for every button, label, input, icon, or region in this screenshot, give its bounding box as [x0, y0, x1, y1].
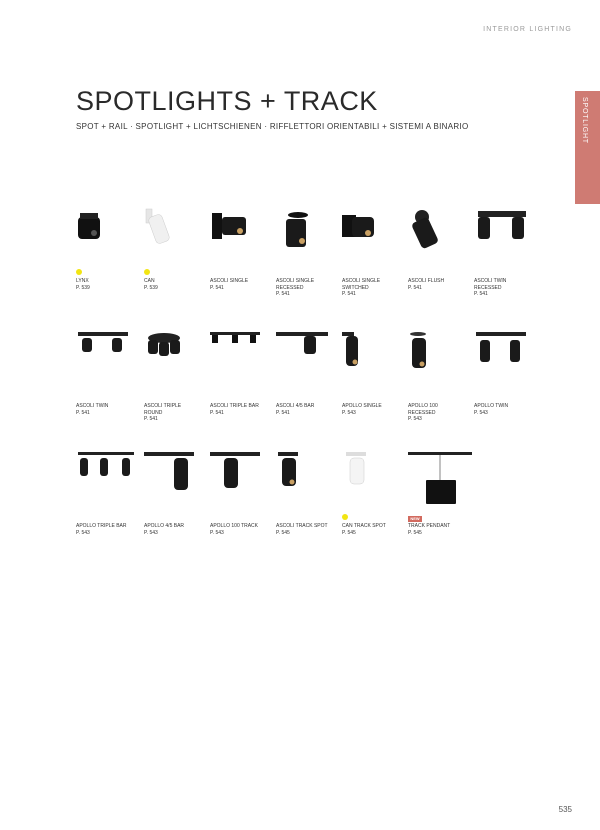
product-image: [144, 205, 208, 265]
product-page: P. 545: [276, 530, 290, 536]
product-page: P. 541: [210, 410, 224, 416]
product-name: ASCOLI FLUSH: [408, 278, 445, 284]
product-image: [408, 450, 472, 510]
product-name: APOLLO SINGLE: [342, 403, 382, 409]
section-tab-label: SPOTLIGHT: [581, 97, 588, 144]
product-page: P. 541: [408, 285, 422, 291]
product-page: P. 541: [210, 285, 224, 291]
product-name: APOLLO 100 RECESSED: [408, 403, 438, 416]
product-image: [210, 330, 274, 390]
product-name: APOLLO TWIN: [474, 403, 509, 409]
product-page: P. 541: [144, 416, 158, 422]
product-name: ASCOLI TWIN: [76, 403, 109, 409]
product-name: TRACK PENDANT: [408, 523, 451, 529]
product-page: P. 541: [276, 291, 290, 297]
section-tab[interactable]: [575, 91, 600, 204]
availability-dot: [76, 269, 82, 275]
product-image: [342, 330, 406, 390]
new-badge: NEW: [408, 516, 422, 522]
product-image: [144, 330, 208, 390]
product-name: ASCOLI 4/5 BAR: [276, 403, 315, 409]
product-image: [210, 205, 274, 265]
product-image: [276, 205, 340, 265]
product-page: P. 543: [342, 410, 356, 416]
product-page: P. 543: [474, 410, 488, 416]
product-page: P. 541: [76, 410, 90, 416]
product-name: CAN TRACK SPOT: [342, 523, 386, 529]
product-page: P. 539: [144, 285, 158, 291]
product-image: [144, 450, 208, 510]
section-label: INTERIOR LIGHTING: [483, 26, 572, 33]
product-image: [76, 450, 140, 510]
product-name: APOLLO 100 TRACK: [210, 523, 258, 529]
availability-dot: [144, 269, 150, 275]
product-image: [408, 330, 472, 390]
product-name: ASCOLI SINGLE SWITCHED: [342, 278, 381, 291]
product-name: CAN: [144, 278, 155, 284]
product-page: P. 545: [342, 530, 356, 536]
product-name: APOLLO 4/5 BAR: [144, 523, 185, 529]
product-name: ASCOLI SINGLE RECESSED: [276, 278, 315, 291]
product-name: ASCOLI TWIN RECESSED: [474, 278, 507, 291]
product-image: [276, 330, 340, 390]
page-number: 535: [558, 805, 572, 814]
product-page: P. 543: [408, 416, 422, 422]
product-name: LYNX: [76, 278, 89, 284]
product-image: [210, 450, 274, 510]
product-name: ASCOLI TRIPLE BAR: [210, 403, 259, 409]
product-name: APOLLO TRIPLE BAR: [76, 523, 127, 529]
product-image: [276, 450, 340, 510]
product-image: [408, 205, 472, 265]
page-subtitle: SPOT + RAIL · SPOTLIGHT + LICHTSCHIENEN · RIFFLETTORI ORIENTABILI + SISTEMI A BINARIO: [76, 122, 469, 131]
product-image: [474, 330, 538, 390]
product-image: [342, 450, 406, 510]
availability-dot: [342, 514, 348, 520]
product-name: ASCOLI SINGLE: [210, 278, 249, 284]
product-page: P. 543: [144, 530, 158, 536]
product-image: [342, 205, 406, 265]
product-page: P. 539: [76, 285, 90, 291]
product-page: P. 541: [342, 291, 356, 297]
product-image: [474, 205, 538, 265]
product-image: [76, 205, 140, 265]
product-page: P. 545: [408, 530, 422, 536]
product-page: P. 541: [474, 291, 488, 297]
product-image: [76, 330, 140, 390]
product-page: P. 543: [210, 530, 224, 536]
product-page: P. 541: [276, 410, 290, 416]
page-title: SPOTLIGHTS + TRACK: [76, 86, 378, 116]
product-name: ASCOLI TRACK SPOT: [276, 523, 328, 529]
product-page: P. 543: [76, 530, 90, 536]
product-name: ASCOLI TRIPLE ROUND: [144, 403, 182, 416]
